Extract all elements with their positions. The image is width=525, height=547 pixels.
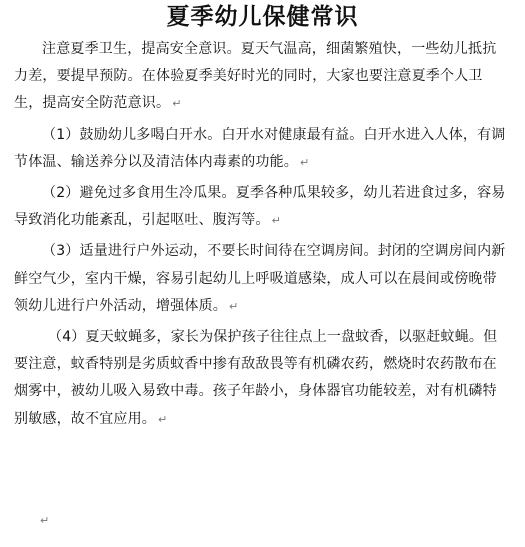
paragraph-mark-icon: ↵ bbox=[158, 412, 168, 426]
paragraph-item-1-text: （1）鼓励幼儿多喝白开水。白开水对健康最有益。白开水进入人体，有调节体温、输送养分以及清洁体内毒素的功能。 bbox=[14, 126, 506, 170]
paragraph-mark-icon: ↵ bbox=[300, 155, 310, 169]
paragraph-item-4-text: （4）夏天蚊蝇多，家长为保护孩子往往点上一盘蚊香，以驱赶蚊蝇。但要注意，蚊香特别是劣质蚊香中掺有敌敌畏等有机磷农药，燃烧时农药散布在烟雾中，被幼儿吸入易致中毒。孩子年龄小，身体器官功能较差，对有机磷特别敏感，故不宜应用。 bbox=[14, 329, 498, 427]
paragraph-mark-icon: ↵ bbox=[229, 299, 239, 313]
paragraph-item-2-text: （2）避免过多食用生冷瓜果。夏季各种瓜果较多，幼儿若进食过多，容易导致消化功能紊乱，引起呕吐、腹泻等。 bbox=[14, 185, 506, 229]
paragraph-item-2 bbox=[14, 180, 510, 234]
document-title: 夏季幼儿保健常识 bbox=[166, 3, 359, 30]
paragraph-mark-icon: ↵ bbox=[172, 97, 182, 111]
paragraph-item-4 bbox=[14, 324, 510, 433]
paragraph-mark-icon: ↵ bbox=[40, 514, 50, 527]
paragraph-intro bbox=[14, 36, 510, 118]
paragraph-item-3 bbox=[14, 238, 510, 320]
paragraph-item-1 bbox=[14, 122, 510, 176]
document-body bbox=[14, 36, 510, 433]
paragraph-item-3-text: （3）适量进行户外运动，不要长时间待在空调房间。封闭的空调房间内新鲜空气少，室内干燥，容易引起幼儿上呼吸道感染，成人可以在晨间或傍晚带领幼儿进行户外活动，增强体质。 bbox=[14, 243, 506, 314]
paragraph-intro-text: 注意夏季卫生，提高安全意识。夏天气温高，细菌繁殖快，一些幼儿抵抗力差，要提早预防。在体验夏季美好时光的同时，大家也要注意夏季个人卫生，提高安全防范意识。 bbox=[14, 41, 497, 112]
paragraph-mark-icon: ↵ bbox=[271, 214, 282, 228]
